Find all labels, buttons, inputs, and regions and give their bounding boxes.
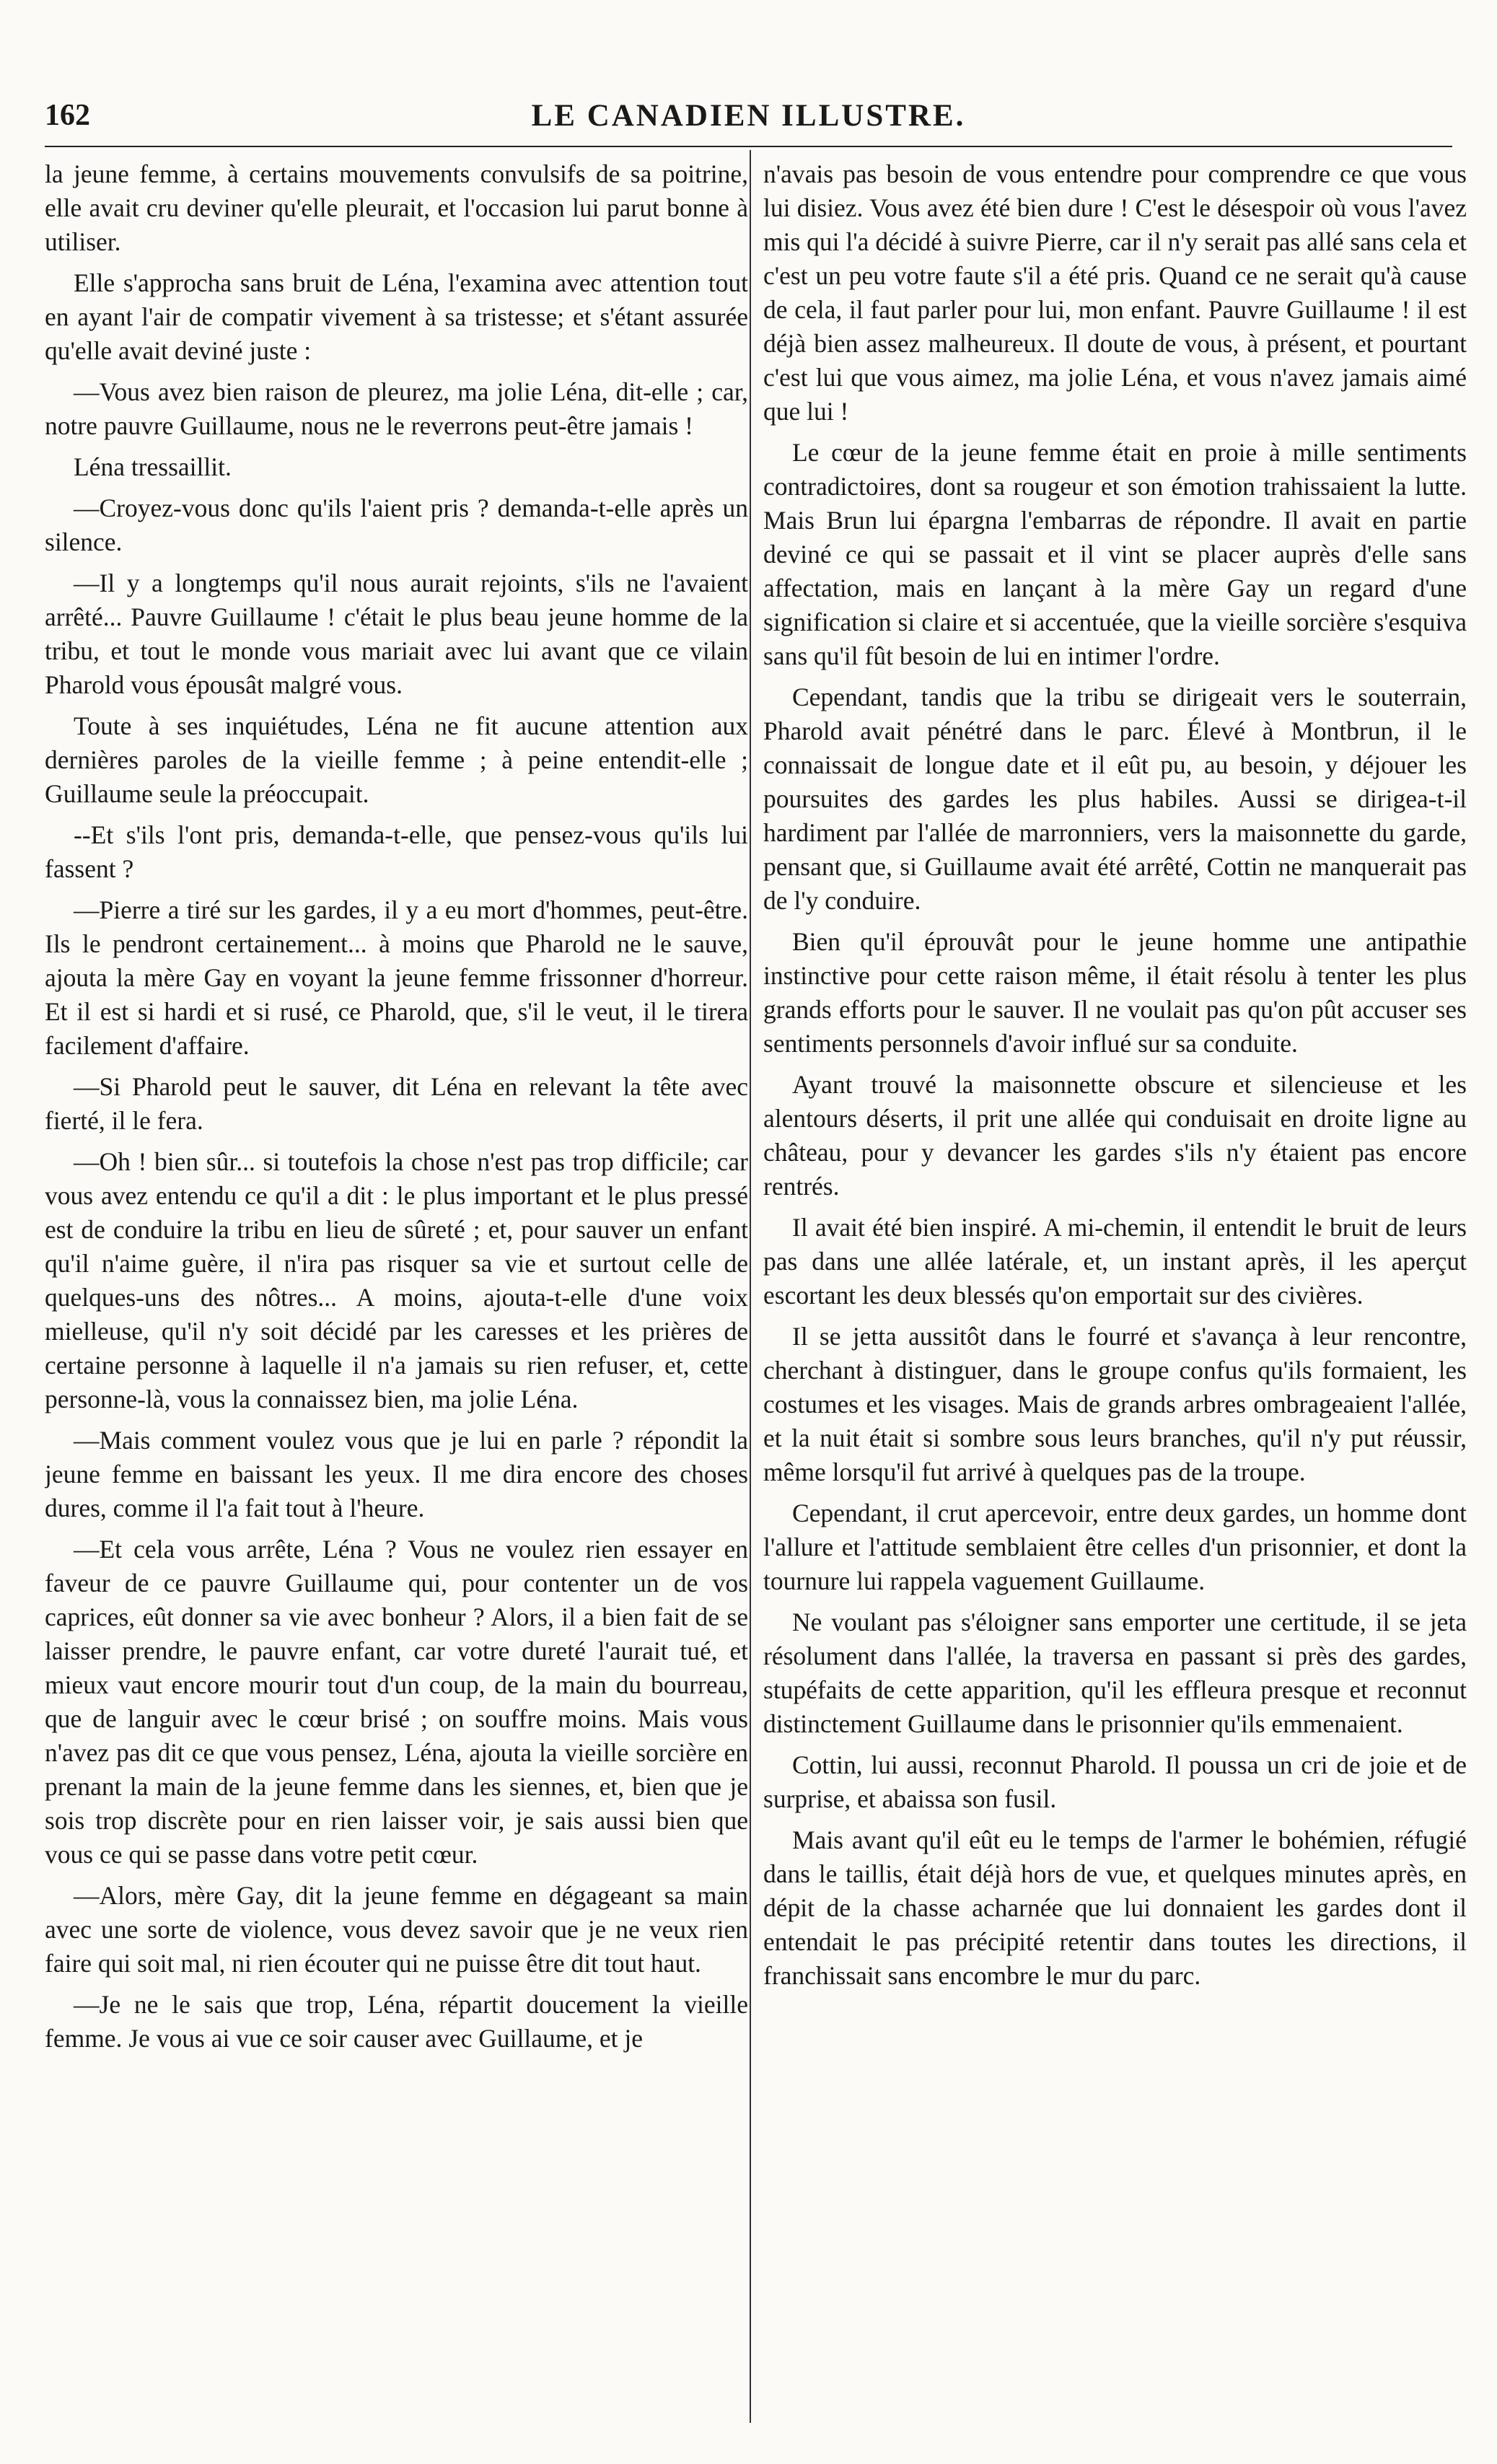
paragraph: Il se jetta aussitôt dans le fourré et s'avança à leur rencontre, cherchant à distinguer, dans le groupe confus qu'ils formaient, les costumes et les visages. Mais de grands arbres ombrageaient l'allée, et la nuit était si sombre sous leurs branches, qu'il n'y put réussir, même lorsqu'il fut arrivé à quelques pas de la troupe. [763, 1322, 1467, 1486]
paragraph: Cottin, lui aussi, reconnut Pharold. Il poussa un cri de joie et de surprise, et abaissa son fusil. [763, 1750, 1467, 1813]
paragraph: Le cœur de la jeune femme était en proie à mille sentiments contradictoires, dont sa rougeur et son émotion trahissaient la lutte. Mais Brun lui épargna l'embarras de répondre. Il avait en partie deviné ce qui se passait et il vint se placer auprès d'elle sans affectation, mais en lançant à la mère Gay un regard d'une signification si claire et si accentuée, que la vieille sorcière s'esquiva sans qu'il fût besoin de lui en intimer l'ordre. [763, 438, 1467, 670]
paragraph: —Mais comment voulez vous que je lui en parle ? répondit la jeune femme en baissant les yeux. Il me dira encore des choses dures, comme il l'a fait tout à l'heure. [45, 1426, 748, 1522]
paragraph: --Et s'ils l'ont pris, demanda-t-elle, que pensez-vous qu'ils lui fassent ? [45, 820, 748, 883]
paragraph: Léna tressaillit. [74, 452, 232, 481]
paragraph: —Oh ! bien sûr... si toutefois la chose n'est pas trop difficile; car vous avez entendu ce qu'il a dit : le plus important et le plus pressé est de conduire la tribu en lieu de sûreté ; et, pour sauver un enfant qu'il n'aime guère, il n'ira pas risquer sa vie et surtout celle de quelques-uns des nôtres... A moins, ajouta-t-elle d'une voix mielleuse, qu'il n'y soit décidé par les caresses et les prières de certaine personne à laquelle il n'a jamais su rien refuser, et, cette personne-là, vous la connaissez bien, ma jolie Léna. [45, 1147, 748, 1413]
left-column [45, 157, 748, 2437]
paragraph: Il avait été bien inspiré. A mi-chemin, il entendit le bruit de leurs pas dans une allée latérale, et, un instant après, il les aperçut escortant les deux blessés qu'on emportait sur des civières. [763, 1213, 1467, 1310]
right-column [763, 157, 1467, 2437]
journal-title: LE CANADIEN ILLUSTRE. [531, 99, 966, 133]
paragraph: Mais avant qu'il eût eu le temps de l'armer le bohémien, réfugié dans le taillis, était déjà hors de vue, et quelques minutes après, en dépit de la chasse acharnée que lui donnaient les gardes dont il entendait le pas précipité retentir dans toutes les directions, il franchissait sans encombre le mur du parc. [763, 1825, 1467, 1990]
header-rule [45, 146, 1452, 147]
column-divider [750, 150, 751, 2423]
paragraph: Ne voulant pas s'éloigner sans emporter une certitude, il se jeta résolument dans l'allée, la traversa en passant si près des gardes, stupéfaits de cette apparition, qu'il les effleura presque et reconnut distinctement Guillaume dans le prisonnier qu'ils emmenaient. [763, 1608, 1467, 1738]
paragraph: n'avais pas besoin de vous entendre pour comprendre ce que vous lui disiez. Vous avez été bien dure ! C'est le désespoir où vous l'avez mis qui l'a décidé à suivre Pierre, car il n'y serait pas allé sans cela et c'est un peu votre faute s'il a été pris. Quand ce ne serait qu'à cause de cela, il faut parler pour lui, mon enfant. Pauvre Guillaume ! il est déjà bien assez malheureux. Il doute de vous, à présent, et pourtant c'est lui que vous aimez, ma jolie Léna, et vous n'avez jamais aimé que lui ! [763, 159, 1467, 426]
paragraph: Cependant, tandis que la tribu se dirigeait vers le souterrain, Pharold avait pénétré dans le parc. Élevé à Montbrun, il le connaissait de longue date et il eût pu, au besoin, y déjouer les poursuites des gardes les plus habiles. Aussi se dirigea-t-il hardiment par l'allée de marronniers, vers la maisonnette du garde, pensant que, si Guillaume avait été arrêté, Cottin ne manquerait pas de l'y conduire. [763, 683, 1467, 915]
paragraph: Toute à ses inquiétudes, Léna ne fit aucune attention aux dernières paroles de la vieille femme ; à peine entendit-elle ; Guillaume seule la préoccupait. [45, 711, 748, 808]
paragraph: Cependant, il crut apercevoir, entre deux gardes, un homme dont l'allure et l'attitude semblaient être celles d'un prisonnier, et dont la tournure lui rappela vaguement Guillaume. [763, 1499, 1467, 1595]
paragraph: —Je ne le sais que trop, Léna, répartit doucement la vieille femme. Je vous ai vue ce soir causer avec Guillaume, et je [45, 1990, 748, 2053]
page-number: 162 [45, 99, 90, 132]
paragraph: —Il y a longtemps qu'il nous aurait rejoints, s'ils ne l'avaient arrêté... Pauvre Guillaume ! c'était le plus beau jeune homme de la tribu, et tout le monde vous mariait avec lui avant que ce vilain Pharold vous épousât malgré vous. [45, 569, 748, 699]
page-header [45, 92, 1452, 143]
paragraph: —Alors, mère Gay, dit la jeune femme en dégageant sa main avec une sorte de violence, vous devez savoir que je ne veux rien faire qui soit mal, ni rien écouter qui ne puisse être dit tout haut. [45, 1881, 748, 1978]
paragraph: Bien qu'il éprouvât pour le jeune homme une antipathie instinctive pour cette raison même, il était résolu à tenter les plus grands efforts pour le sauver. Il ne voulait pas qu'on pût accuser ses sentiments personnels d'avoir influé sur sa conduite. [763, 927, 1467, 1058]
paragraph: la jeune femme, à certains mouvements convulsifs de sa poitrine, elle avait cru deviner qu'elle pleurait, et l'occasion lui parut bonne à utiliser. [45, 159, 748, 256]
paragraph: —Vous avez bien raison de pleurez, ma jolie Léna, dit-elle ; car, notre pauvre Guillaume, nous ne le reverrons peut-être jamais ! [45, 377, 748, 440]
paragraph: Elle s'approcha sans bruit de Léna, l'examina avec attention tout en ayant l'air de compatir vivement à sa tristesse; et s'étant assurée qu'elle avait deviné juste : [45, 268, 748, 365]
paragraph: —Et cela vous arrête, Léna ? Vous ne voulez rien essayer en faveur de ce pauvre Guillaume qui, pour contenter un de vos caprices, eût donner sa vie avec bonheur ? Alors, il a bien fait de se laisser prendre, le pauvre enfant, car votre dureté l'aurait tué, et mieux vaut encore mourir tout d'un coup, de la main du bourreau, que de languir avec le cœur brisé ; on souffre moins. Mais vous n'avez pas dit ce que vous pensez, Léna, ajouta la vieille sorcière en prenant la main de la jeune femme dans les siennes, et, bien que je sois trop discrète pour en rien laisser voir, je sais aussi bien que vous ce qui se passe dans votre petit cœur. [45, 1535, 748, 1869]
paragraph: —Si Pharold peut le sauver, dit Léna en relevant la tête avec fierté, il le fera. [45, 1072, 748, 1135]
paragraph: —Pierre a tiré sur les gardes, il y a eu mort d'hommes, peut-être. Ils le pendront certainement... à moins que Pharold ne le sauve, ajouta la mère Gay en voyant la jeune femme frissonner d'horreur. Et il est si hardi et si rusé, ce Pharold, que, s'il le veut, il le tirera facilement d'affaire. [45, 895, 748, 1060]
paragraph: —Croyez-vous donc qu'ils l'aient pris ? demanda-t-elle après un silence. [45, 494, 748, 556]
paragraph: Ayant trouvé la maisonnette obscure et silencieuse et les alentours déserts, il prit une allée qui conduisait en droite ligne au château, pour y devancer les gardes s'ils n'y étaient pas encore rentrés. [763, 1070, 1467, 1201]
